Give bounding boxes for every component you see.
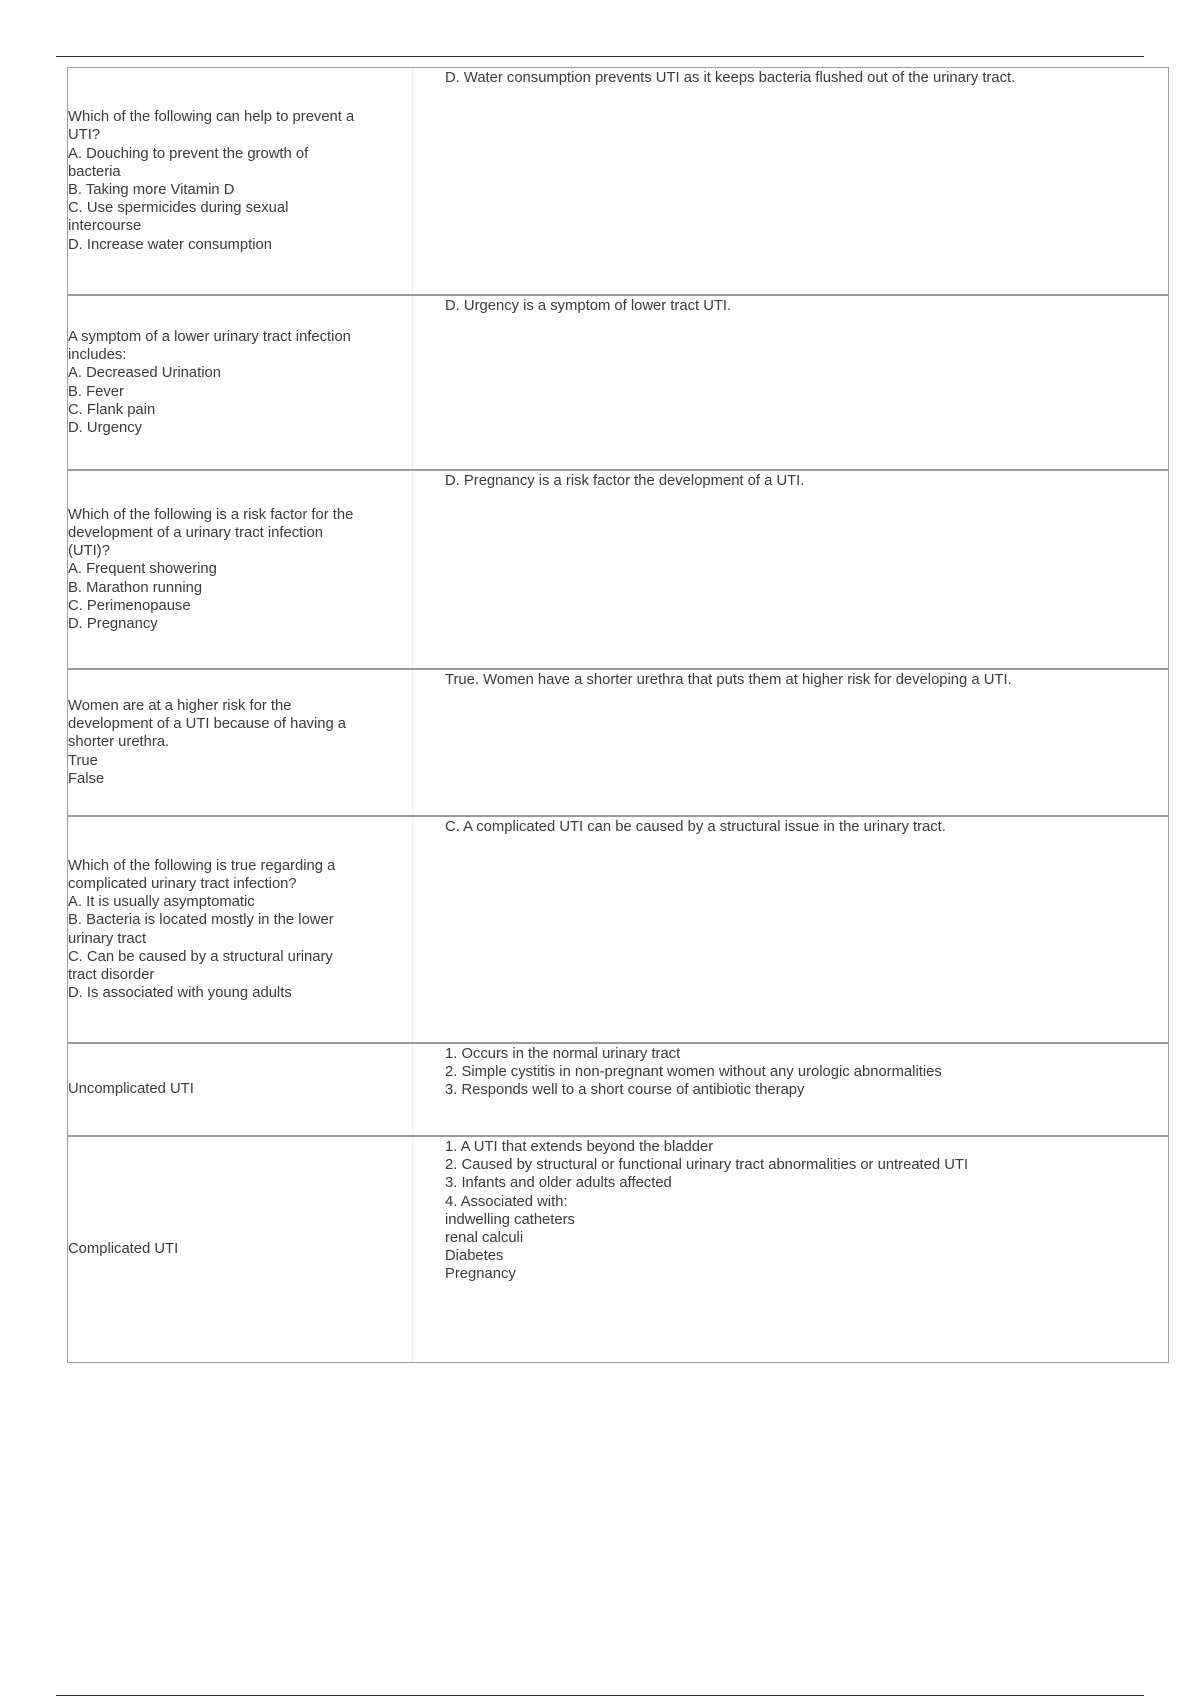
question-line: D. Pregnancy [68,616,158,632]
question-line: complicated urinary tract infection? [68,875,297,892]
question-cell [68,471,413,668]
question-line: includes: [68,347,127,364]
answer-line: renal calculi [445,1230,524,1247]
question-cell [68,817,413,1042]
answer-line: 1. A UTI that extends beyond the bladder [445,1139,714,1155]
question-line: B. Taking more Vitamin D [68,182,235,198]
answer-line: 4. Associated with: [445,1193,568,1210]
answer-line: 3. Infants and older adults affected [445,1175,672,1192]
answer-cell [413,817,1168,1042]
question-line: D. Is associated with young adults [68,985,292,1002]
question-line: B. Fever [68,383,124,400]
bottom-rule [56,1695,1144,1696]
question-cell [68,1137,413,1362]
question-line: C. Perimenopause [68,597,191,614]
question-line: A symptom of a lower urinary tract infection [68,328,351,345]
answer-line: indwelling catheters [445,1211,575,1228]
question-line: Which of the following is true regarding a [68,857,336,874]
question-line: D. Increase water consumption [68,236,272,253]
question-line: shorter urethra. [68,734,170,751]
question-cell [68,1044,413,1135]
question-line: D. Urgency [68,419,143,436]
question-line: Which of the following is a risk factor for the [68,506,354,523]
question-line: Women are at a higher risk for the [68,697,292,714]
question-line: True [68,752,98,769]
question-line: A. It is usually asymptomatic [68,894,255,911]
flashcard-table [67,67,1169,1363]
card-row [68,668,1168,815]
card-row [68,1042,1168,1135]
question-line: A. Frequent showering [68,561,217,578]
question-line: C. Can be caused by a structural urinary [68,948,333,965]
answer-line: True. Women have a shorter urethra that puts them at higher risk for developing a UTI. [445,672,1012,688]
question-line: Which of the following can help to prevent a [68,109,355,126]
question-line: Complicated UTI [68,1241,179,1258]
answer-line: Pregnancy [445,1266,516,1283]
question-line: Uncomplicated UTI [68,1081,194,1098]
question-line: tract disorder [68,966,155,983]
question-line: bacteria [68,163,121,180]
question-cell [68,670,413,815]
card-row [68,68,1168,294]
answer-cell [413,296,1168,469]
top-rule [56,56,1144,57]
card-row [68,1135,1168,1362]
answer-line: 2. Caused by structural or functional urinary tract abnormalities or untreated UTI [445,1157,969,1174]
answer-cell [413,670,1168,815]
question-line: development of a urinary tract infection [68,524,323,541]
card-row [68,815,1168,1042]
answer-cell [413,1137,1168,1362]
answer-line: 1. Occurs in the normal urinary tract [445,1046,681,1062]
answer-line: D. Water consumption prevents UTI as it keeps bacteria flushed out of the urinary tract. [445,70,1016,86]
question-line: (UTI)? [68,543,110,560]
answer-line: D. Pregnancy is a risk factor the development of a UTI. [445,473,805,489]
question-cell [68,296,413,469]
answer-line: 3. Responds well to a short course of antibiotic therapy [445,1082,805,1099]
answer-line: 2. Simple cystitis in non-pregnant women without any urologic abnormalities [445,1064,942,1081]
answer-line: Diabetes [445,1248,504,1265]
question-line: UTI? [68,127,101,144]
answer-cell [413,68,1168,294]
card-row [68,469,1168,668]
question-line: C. Use spermicides during sexual [68,200,289,217]
question-line: urinary tract [68,930,147,947]
question-line: B. Bacteria is located mostly in the lower [68,912,334,929]
question-line: A. Decreased Urination [68,365,221,382]
question-line: development of a UTI because of having a [68,716,347,733]
question-line: C. Flank pain [68,401,156,418]
question-line: False [68,770,105,787]
question-cell [68,68,413,294]
question-line: A. Douching to prevent the growth of [68,145,309,162]
answer-line: C. A complicated UTI can be caused by a structural issue in the urinary tract. [445,819,946,835]
answer-cell [413,471,1168,668]
card-row [68,294,1168,469]
answer-line: D. Urgency is a symptom of lower tract UTI. [445,298,732,314]
answer-cell [413,1044,1168,1135]
question-line: B. Marathon running [68,579,203,596]
question-line: intercourse [68,218,142,235]
